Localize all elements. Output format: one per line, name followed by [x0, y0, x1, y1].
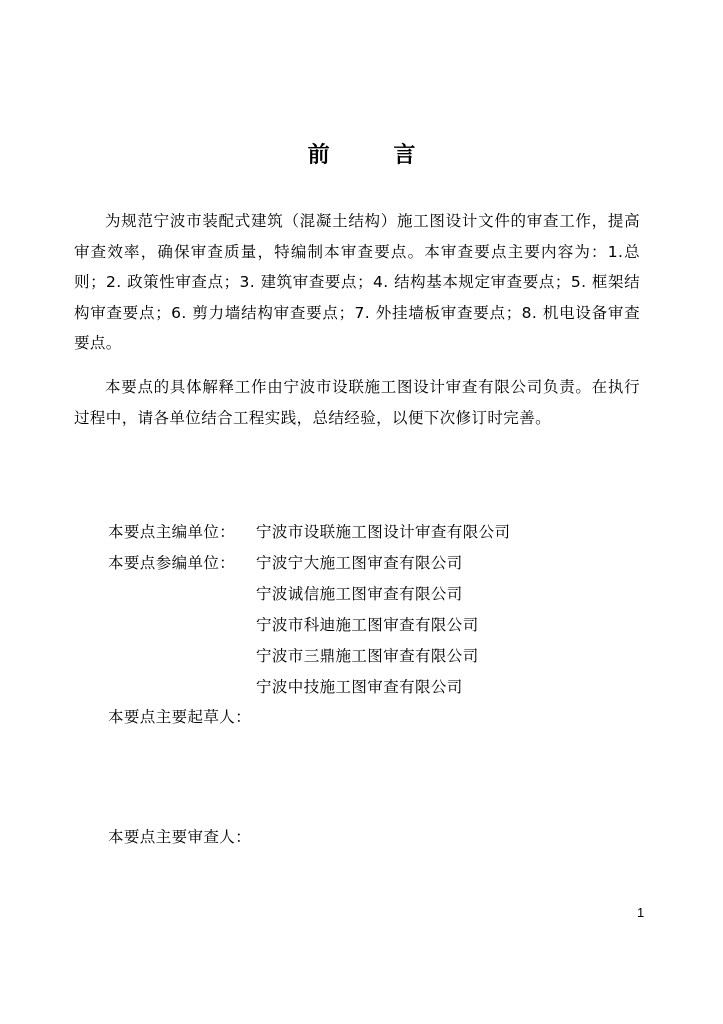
page-title: 前 言	[307, 143, 444, 168]
participating-unit: 宁波市三鼎施工图审查有限公司	[256, 647, 479, 665]
chief-editor-label: 本要点主编单位：	[108, 523, 236, 541]
participating-unit: 宁波宁大施工图审查有限公司	[256, 554, 463, 572]
participating-unit: 宁波诚信施工图审查有限公司	[256, 585, 463, 603]
chief-editor-unit: 宁波市设联施工图设计审查有限公司	[256, 523, 511, 541]
reviewers-label: 本要点主要审查人：	[108, 828, 252, 846]
page-number: 1	[637, 905, 645, 920]
participating-unit: 宁波市科迪施工图审查有限公司	[256, 616, 479, 634]
participating-unit: 宁波中技施工图审查有限公司	[256, 678, 463, 696]
drafters-label: 本要点主要起草人：	[108, 708, 252, 726]
preface-paragraph-2	[74, 372, 640, 433]
paragraph-text: 本要点的具体解释工作由宁波市设联施工图设计审查有限公司负责。在执行过程中，请各单位结合工程实践，总结经验，以便下次修订时完善。	[74, 378, 640, 427]
paragraph-text: 为规范宁波市装配式建筑（混凝土结构）施工图设计文件的审查工作，提高审查效率，确保审查质量，特编制本审查要点。本审查要点主要内容为：1.总则；2. 政策性审查点；3. 建筑审查要点；4. 结构基本规定审查要点；5. 框架结构审查要点；6. 剪力墙结构审查要点；7. 外挂墙板审查要点；8. 机电设备审查要点。	[74, 212, 640, 352]
participating-editors-label: 本要点参编单位：	[108, 554, 236, 572]
preface-paragraph-1	[74, 206, 640, 359]
